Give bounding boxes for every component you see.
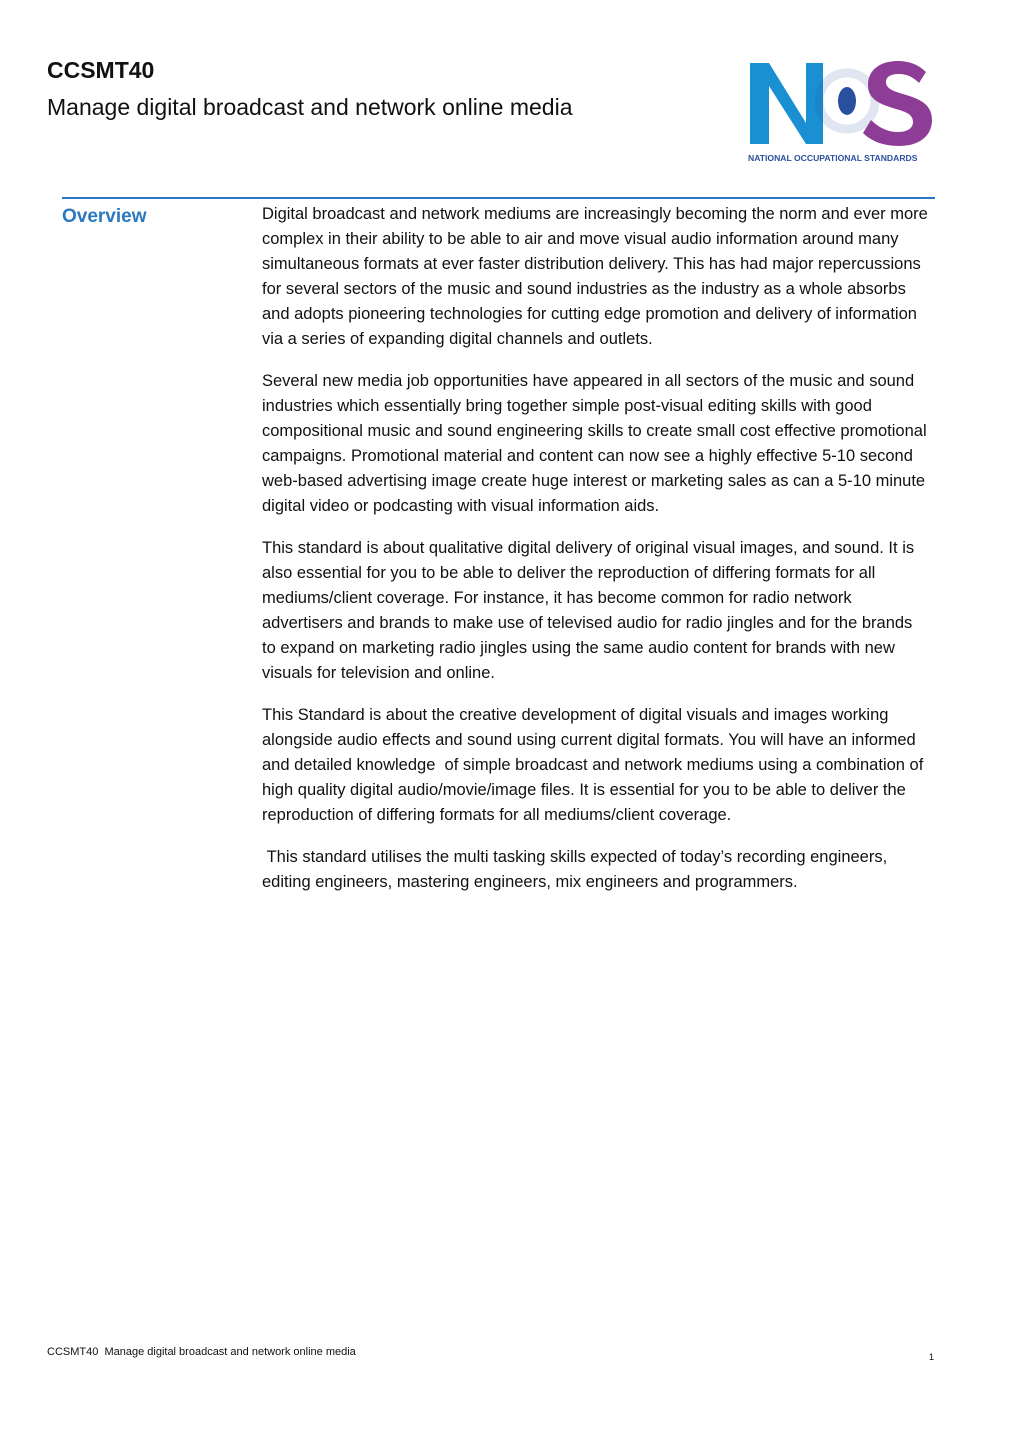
- page-footer: CCSMT40 Manage digital broadcast and network online media: [47, 1346, 356, 1358]
- standard-code: CCSMT40: [47, 57, 155, 83]
- overview-paragraph-4: This Standard is about the creative development of digital visuals and images working alongside audio effects and sound using current digital formats. You will have an informed and detailed knowledge of simple broadcast and network mediums using a combination of high quality digital audio/movie/image files. It is essential for you to be able to deliver the reproduction of differing formats for all mediums/client coverage.: [262, 706, 928, 824]
- overview-heading: Overview: [62, 206, 147, 227]
- section-divider: [62, 197, 935, 199]
- logo-letter-o-dot: [838, 87, 856, 115]
- nos-logo-graphic: [746, 58, 938, 168]
- page-number: 1: [929, 1352, 935, 1362]
- overview-body: [262, 202, 933, 912]
- page-title: Manage digital broadcast and network online media: [47, 94, 573, 120]
- overview-paragraph-1: Digital broadcast and network mediums are increasingly becoming the norm and ever more complex in their ability to be able to air and move visual audio information around many simultaneous formats at ever faster distribution delivery. This has had major repercussions for several sectors of the music and sound industries as the industry as a whole absorbs and adopts pioneering technologies for cutting edge promotion and delivery of information via a series of expanding digital channels and outlets.: [262, 205, 933, 348]
- overview-paragraph-5: This standard utilises the multi tasking skills expected of today’s recording engineers, editing engineers, mastering engineers, mix engineers and programmers.: [262, 848, 892, 891]
- overview-paragraph-3: This standard is about qualitative digital delivery of original visual images, and sound. It is also essential for you to be able to deliver the reproduction of differing formats for all mediums/client coverage. For instance, it has become common for radio network advertisers and brands to make use of televised audio for radio jingles and for the brands to expand on marketing radio jingles using the same audio content for brands with new visuals for television and online.: [262, 539, 919, 682]
- overview-paragraph-2: Several new media job opportunities have appeared in all sectors of the music and sound industries which essentially bring together simple post-visual editing skills with good compositional music and sound engineering skills to create small cost effective promotional campaigns. Promotional material and content can now see a highly effective 5-10 second web-based advertising image create huge interest or marketing sales as can a 5-10 minute digital video or podcasting with visual information aids.: [262, 372, 932, 515]
- logo-tagline: NATIONAL OCCUPATIONAL STANDARDS: [748, 153, 918, 163]
- nos-logo: [746, 58, 938, 168]
- logo-letter-n: [750, 63, 823, 144]
